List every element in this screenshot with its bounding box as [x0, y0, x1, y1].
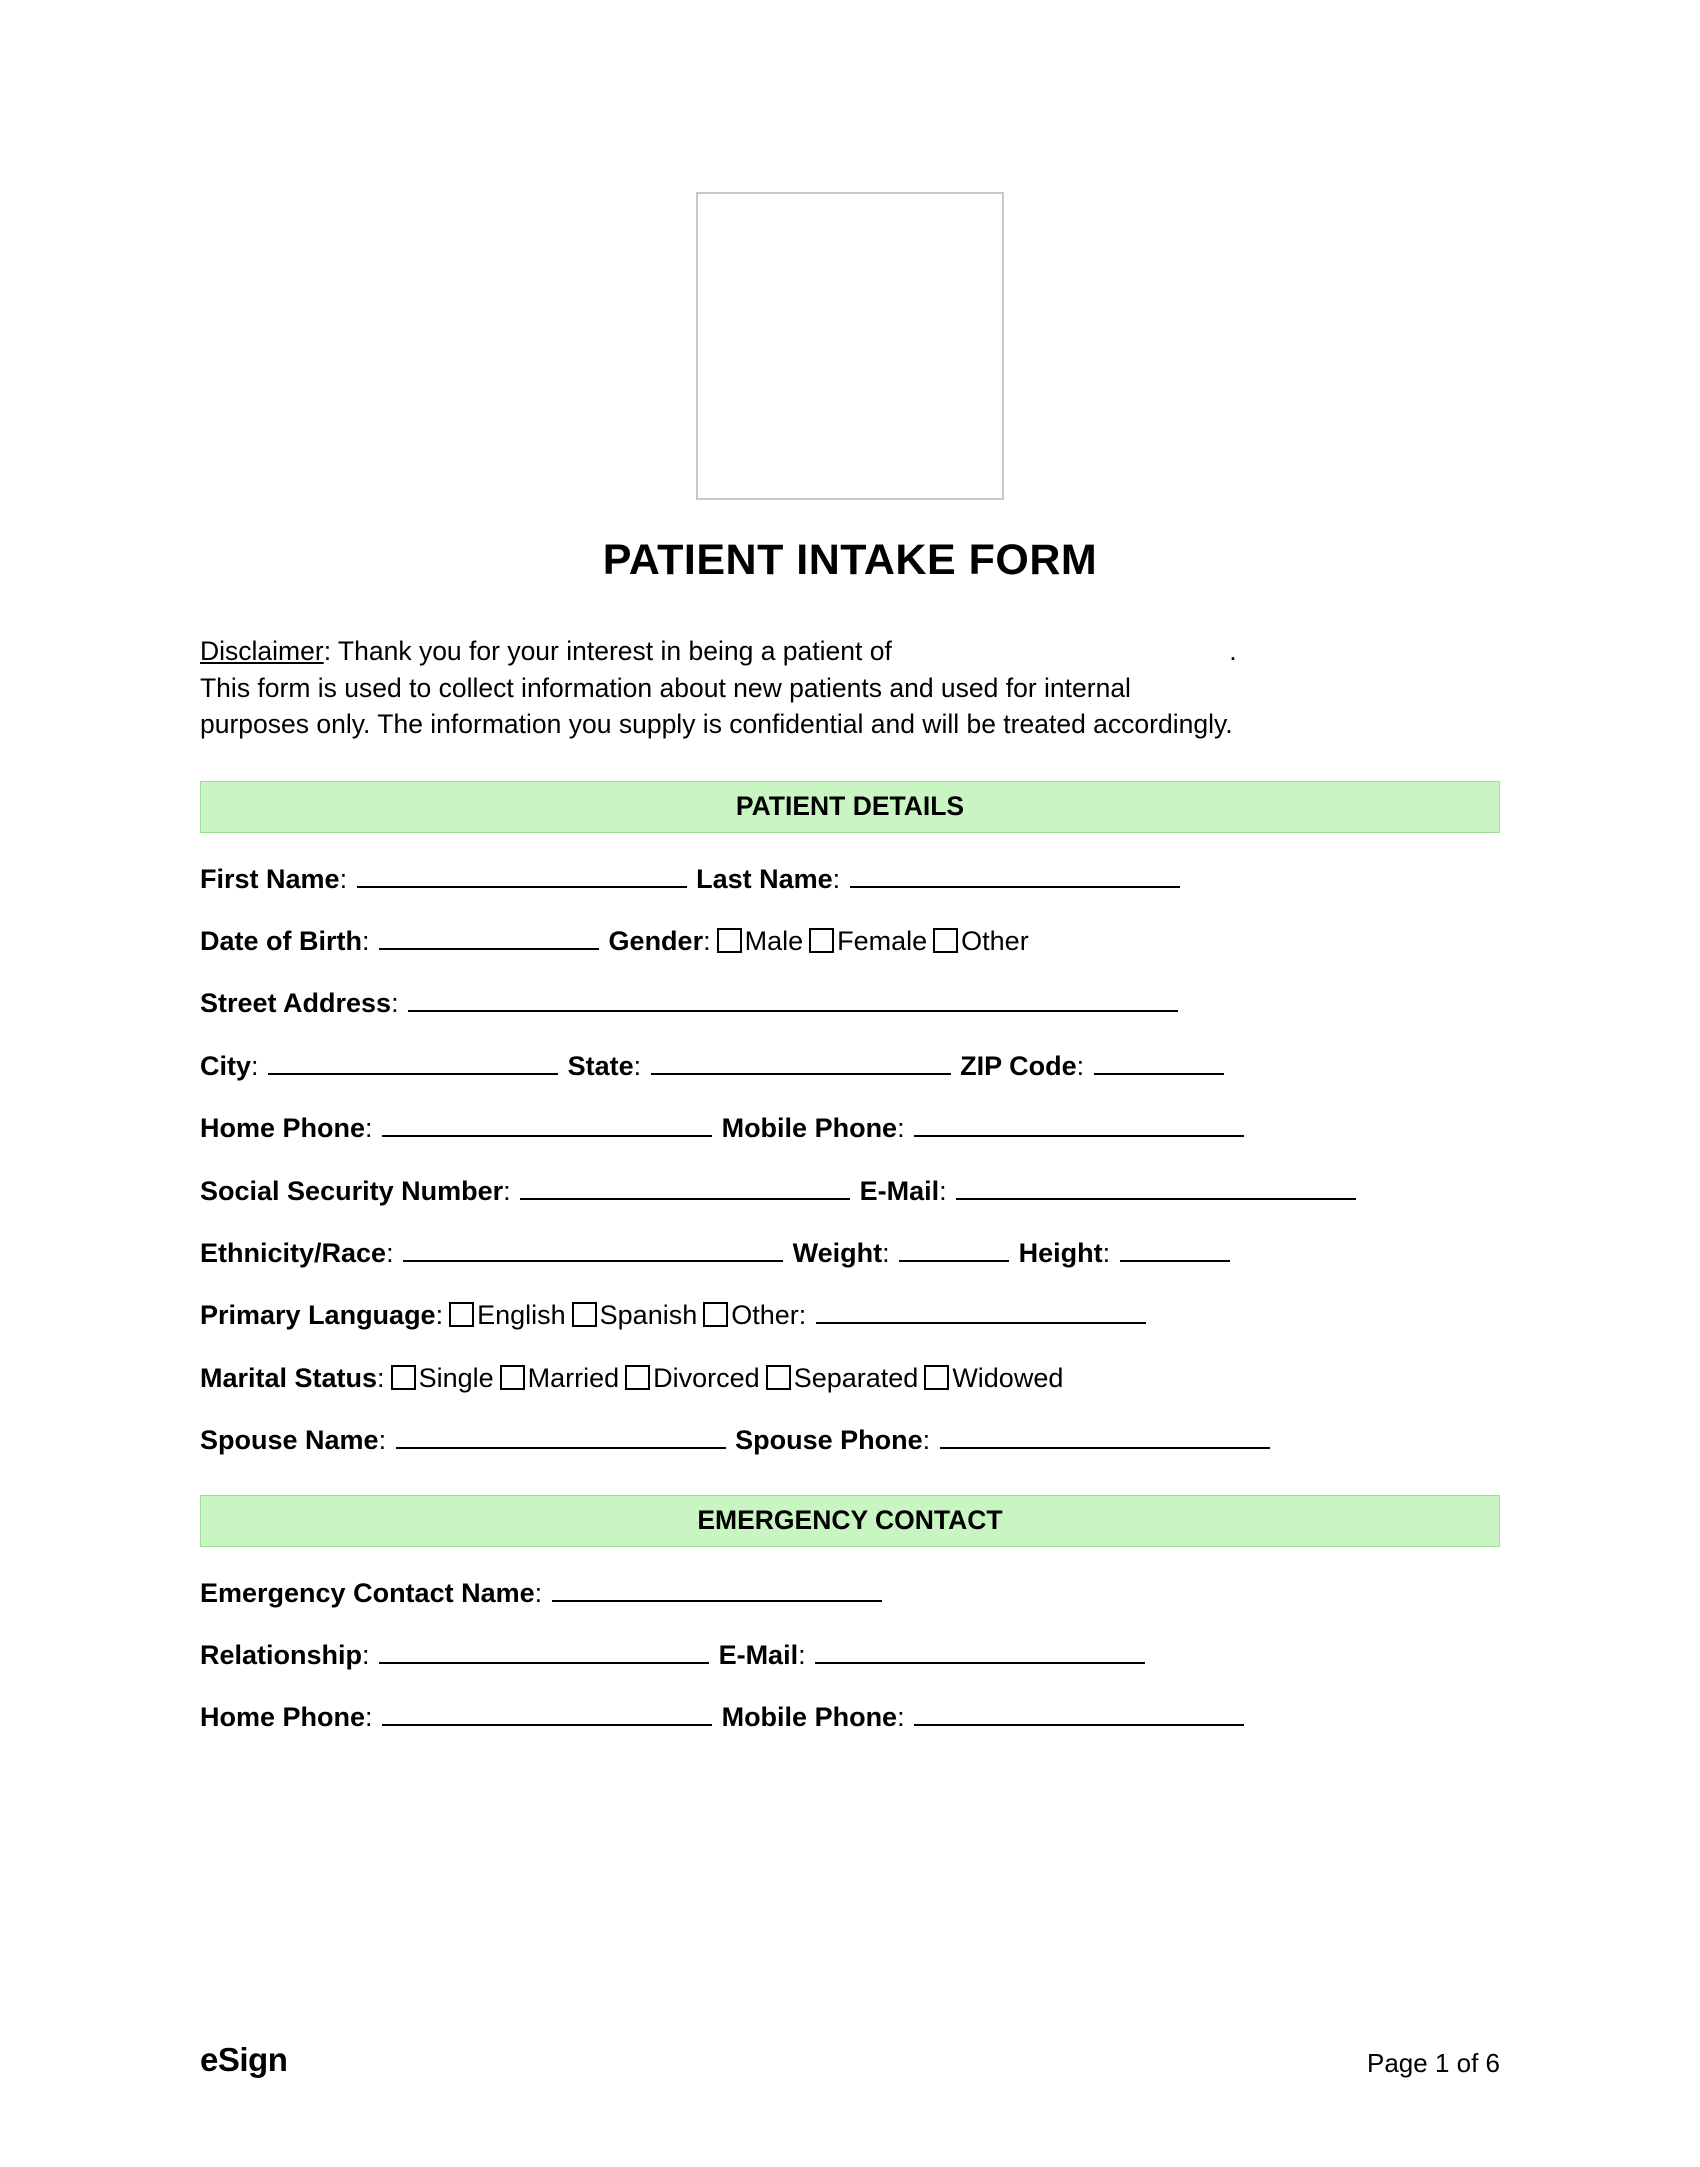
colon-6: :: [251, 1050, 259, 1081]
row-street-address: [200, 987, 1500, 1019]
colon-5: :: [391, 988, 399, 1019]
input-street-address[interactable]: [408, 1010, 1178, 1012]
row-marital-status: [200, 1362, 1500, 1394]
checkbox-marital-widowed[interactable]: [924, 1365, 949, 1390]
checkbox-language-other[interactable]: [703, 1302, 728, 1327]
input-relationship[interactable]: [379, 1662, 709, 1664]
colon-10: :: [897, 1113, 905, 1144]
label-spouse-phone: Spouse Phone: [735, 1425, 923, 1456]
label-street-address: Street Address: [200, 988, 392, 1019]
input-emergency-email[interactable]: [815, 1662, 1145, 1664]
colon-13: :: [386, 1238, 394, 1269]
option-marital-separated[interactable]: Separated: [793, 1362, 919, 1393]
row-primary-language: [200, 1299, 1500, 1331]
page-number: Page 1 of 6: [1367, 2048, 1500, 2078]
row-emergency-phones: [200, 1701, 1500, 1733]
row-dob-gender: [200, 925, 1500, 957]
colon-1: :: [339, 863, 348, 894]
label-height: Height: [1018, 1238, 1103, 1269]
input-state[interactable]: [651, 1073, 951, 1075]
colon-4: :: [703, 926, 711, 957]
row-ethnicity-weight-height: [200, 1237, 1500, 1269]
colon-18: :: [378, 1425, 387, 1456]
checkbox-marital-single[interactable]: [391, 1365, 416, 1390]
row-city-state-zip: [200, 1050, 1500, 1082]
row-ssn-email: [200, 1175, 1500, 1207]
input-last-name[interactable]: [850, 886, 1180, 888]
colon-3: :: [362, 926, 370, 957]
label-first-name: First Name: [200, 863, 340, 894]
label-city: City: [200, 1050, 252, 1081]
colon-14: :: [882, 1238, 890, 1269]
checkbox-marital-separated[interactable]: [766, 1365, 791, 1390]
option-marital-widowed[interactable]: Widowed: [952, 1362, 1064, 1393]
option-language-spanish[interactable]: Spanish: [599, 1300, 698, 1331]
row-name: [200, 863, 1500, 895]
colon-23: :: [365, 1702, 373, 1733]
option-marital-married[interactable]: Married: [527, 1362, 620, 1393]
input-emergency-contact-name[interactable]: [552, 1600, 882, 1602]
brand-logo: eSign: [200, 2041, 288, 2078]
option-language-english[interactable]: English: [477, 1300, 566, 1331]
checkbox-gender-other[interactable]: [933, 928, 958, 953]
checkbox-marital-divorced[interactable]: [625, 1365, 650, 1390]
colon-16: :: [435, 1300, 444, 1331]
option-gender-male[interactable]: Male: [744, 926, 804, 957]
colon-12: :: [939, 1175, 947, 1206]
colon-21: :: [362, 1639, 370, 1670]
option-gender-other[interactable]: Other: [961, 926, 1029, 957]
input-spouse-phone[interactable]: [940, 1447, 1270, 1449]
label-zip-code: ZIP Code: [960, 1050, 1077, 1081]
colon-11: :: [503, 1175, 511, 1206]
logo-placeholder: [696, 192, 1004, 500]
option-gender-female[interactable]: Female: [837, 926, 928, 957]
row-spouse: [200, 1424, 1500, 1456]
disclaimer-line2: This form is used to collect information about new patients and used for internal: [200, 672, 1131, 703]
label-weight: Weight: [792, 1238, 883, 1269]
label-marital-status: Marital Status: [200, 1362, 378, 1393]
label-last-name: Last Name: [696, 863, 833, 894]
input-date-of-birth[interactable]: [379, 948, 599, 950]
input-ethnicity-race[interactable]: [403, 1260, 783, 1262]
colon-2: :: [832, 863, 841, 894]
option-language-other[interactable]: Other:: [731, 1300, 807, 1331]
checkbox-language-english[interactable]: [449, 1302, 474, 1327]
label-date-of-birth: Date of Birth: [200, 926, 362, 957]
input-primary-language-other[interactable]: [816, 1322, 1146, 1324]
checkbox-gender-female[interactable]: [809, 928, 834, 953]
label-ethnicity-race: Ethnicity/Race: [200, 1238, 387, 1269]
colon-15: :: [1102, 1238, 1111, 1269]
row-relationship-email: [200, 1639, 1500, 1671]
input-emergency-home-phone[interactable]: [382, 1724, 712, 1726]
input-mobile-phone[interactable]: [914, 1135, 1244, 1137]
label-ssn: Social Security Number: [200, 1175, 504, 1206]
label-gender: Gender: [608, 926, 704, 957]
colon-22: :: [798, 1639, 806, 1670]
option-marital-divorced[interactable]: Divorced: [653, 1362, 760, 1393]
option-marital-single[interactable]: Single: [418, 1362, 494, 1393]
disclaimer-line1-after: .: [1229, 636, 1237, 666]
checkbox-marital-married[interactable]: [500, 1365, 525, 1390]
checkbox-gender-male[interactable]: [717, 928, 742, 953]
colon-8: :: [1076, 1050, 1085, 1081]
input-zip-code[interactable]: [1094, 1073, 1224, 1075]
page-footer: [200, 2041, 1500, 2079]
disclaimer-line1-before: : Thank you for your interest in being a patient of: [323, 636, 892, 666]
input-emergency-mobile-phone[interactable]: [914, 1724, 1244, 1726]
input-ssn[interactable]: [520, 1198, 850, 1200]
colon-17: :: [377, 1362, 385, 1393]
colon-7: :: [633, 1050, 642, 1081]
colon-9: :: [365, 1113, 373, 1144]
colon-24: :: [897, 1702, 905, 1733]
label-emergency-home-phone: Home Phone: [200, 1702, 366, 1733]
label-emergency-mobile-phone: Mobile Phone: [721, 1702, 898, 1733]
disclaimer-label: Disclaimer: [200, 636, 324, 666]
section-header-emergency-contact: EMERGENCY CONTACT: [200, 1495, 1500, 1547]
disclaimer-line3: purposes only. The information you supply is confidential and will be treated accordingly.: [200, 709, 1233, 740]
label-home-phone: Home Phone: [200, 1113, 366, 1144]
input-weight[interactable]: [899, 1260, 1009, 1262]
label-spouse-name: Spouse Name: [200, 1425, 379, 1456]
page-title: PATIENT INTAKE FORM: [602, 536, 1098, 584]
input-height[interactable]: [1120, 1260, 1230, 1262]
label-emergency-contact-name: Emergency Contact Name: [200, 1577, 535, 1608]
input-email[interactable]: [956, 1198, 1356, 1200]
row-phones: [200, 1112, 1500, 1144]
label-state: State: [567, 1050, 634, 1081]
input-spouse-name[interactable]: [396, 1447, 726, 1449]
label-mobile-phone: Mobile Phone: [721, 1113, 898, 1144]
label-primary-language: Primary Language: [200, 1300, 436, 1331]
checkbox-language-spanish[interactable]: [572, 1302, 597, 1327]
label-emergency-email: E-Mail: [718, 1639, 799, 1670]
disclaimer-paragraph: [200, 633, 1500, 743]
row-emergency-contact-name: [200, 1577, 1500, 1609]
input-city[interactable]: [268, 1073, 558, 1075]
colon-19: :: [922, 1425, 931, 1456]
colon-20: :: [534, 1577, 543, 1608]
label-relationship: Relationship: [200, 1639, 363, 1670]
input-first-name[interactable]: [357, 886, 687, 888]
label-email: E-Mail: [859, 1175, 940, 1206]
section-header-patient-details: PATIENT DETAILS: [200, 781, 1500, 833]
page-content: [200, 0, 1500, 1734]
input-home-phone[interactable]: [382, 1135, 712, 1137]
